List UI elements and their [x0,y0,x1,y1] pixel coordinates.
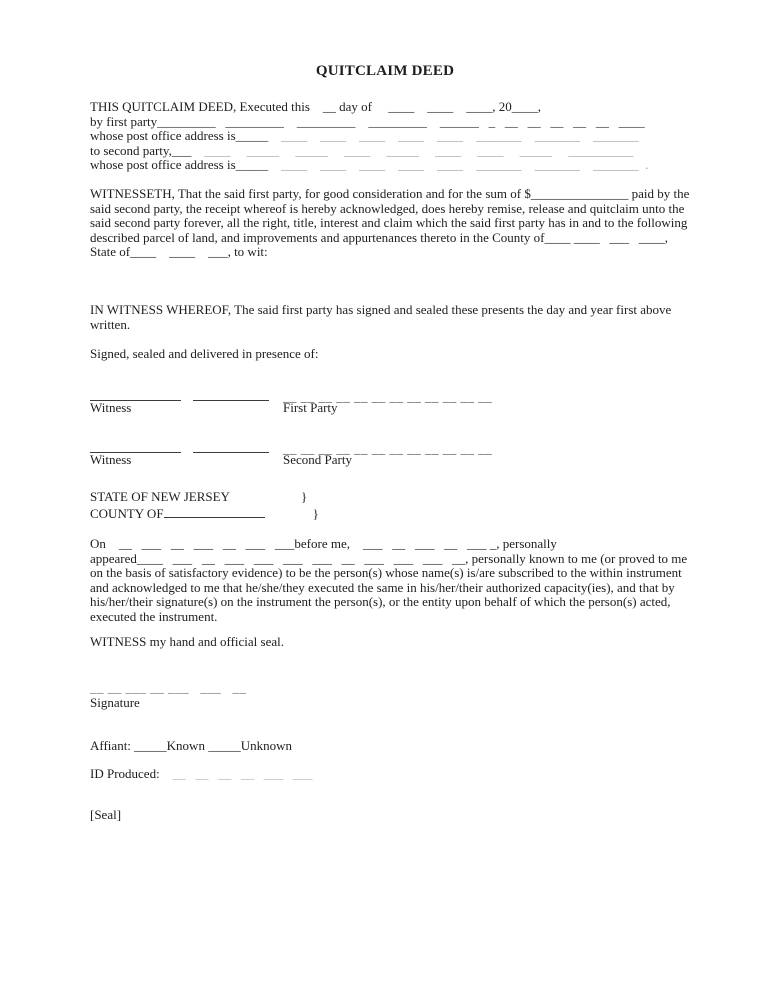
fill-in-blank: __ __ __ __ ___ ___ [159,765,313,781]
fill-in-blank: ____ ____ ____ ____ ____ _______ _______ _______ . [268,157,649,173]
witnesseth-line: said second party forever, all the right, title, interest and claim which the said first party has in and to the following [90,215,688,231]
second-party-signature-labels [90,453,680,468]
intro-line [90,100,680,115]
witness-signature-line [90,439,181,453]
witness-signature-line [193,387,269,401]
id-produced-label: ID Produced: [90,765,160,781]
intro-text: whose post office address is [90,128,236,144]
witnesseth-line: described parcel of land, and improvements and appurtenances thereto in the County of____ ____ ___ ____, [90,229,668,245]
fill-in-blank: _____ [235,128,269,144]
intro-text: by first party [90,113,158,129]
fill-in-blank: ___ [171,142,192,158]
second-party-signature-lines [90,439,680,456]
fill-in-blank: _________ _________ _________ _________ ______ _ __ __ __ __ __ ____ [157,113,645,129]
first-party-label: First Party [283,399,338,415]
second-party-signature-line: __ __ __ __ __ __ __ __ __ __ __ __ [283,440,493,456]
county-line [90,504,680,522]
intro-text: THIS QUITCLAIM DEED, Executed this __ day of ____ ____ ____, 20____, [90,99,541,114]
state-line [90,490,680,505]
witnesseth-line: State of____ ____ ___, to wit: [90,244,268,260]
intro-text: to second party, [90,142,172,158]
id-produced-line [90,767,680,782]
witness-signature-line [90,387,181,401]
intro-text: whose post office address is [90,157,236,173]
notary-line: appeared____ ___ __ ___ ___ ___ ___ __ ___ ___ ___ __, personally known to me (or proved to me [90,550,688,566]
in-witness-line: IN WITNESS WHEREOF, The said first party has signed and sealed these presents the day and year first above [90,301,672,317]
first-party-signature-labels [90,401,680,416]
witnesseth-line: WITNESSETH, That the said first party, for good consideration and for the sum of $_______________ paid by the [90,185,690,201]
notary-line: On __ ___ __ ___ __ ___ ___before me, ___ __ ___ __ ___ _, personally [90,535,557,551]
in-witness-line: written. [90,316,131,332]
document-title: QUITCLAIM DEED [315,63,455,79]
first-party-signature-line: __ __ __ __ __ __ __ __ __ __ __ __ [283,388,493,404]
witnesseth-paragraph [90,185,690,260]
state-label: STATE OF NEW JERSEY [90,488,230,504]
county-label: COUNTY OF [90,506,164,522]
second-party-label: Second Party [283,451,352,467]
notary-line: on the basis of satisfactory evidence) to be the person(s) whose name(s) is/are subscribed to the within instrument [90,565,682,581]
witness-label: Witness [90,399,132,415]
in-witness-paragraph [90,303,680,332]
county-fill-in-line [164,504,265,518]
fill-in-blank: ____ ____ ____ ____ ____ _______ _______ _______ [268,128,639,144]
witness-seal-line: WITNESS my hand and official seal. [90,634,284,650]
notary-paragraph [90,535,688,625]
seal-placeholder: [Seal] [90,807,122,823]
brace: } [312,506,319,522]
first-party-signature-lines [90,387,680,404]
intro-line [90,115,680,130]
notary-signature-label: Signature [90,694,140,710]
brace: } [301,488,308,504]
witness-signature-line [193,439,269,453]
notary-line: his/her/their signature(s) on the instrument the person(s), or the entity upon behalf of which the person(s) acted, [90,594,671,610]
document-content [90,63,690,823]
fill-in-blank: _____ [235,157,269,173]
notary-line: executed the instrument. [90,608,218,624]
presence-line: Signed, sealed and delivered in presence of: [90,346,319,362]
intro-line [90,144,680,159]
witness-label: Witness [90,451,132,467]
intro-paragraph [90,100,680,173]
notary-signature-blank: __ __ ___ __ ___ ___ __ [90,680,247,696]
witnesseth-line: said second party, the receipt whereof is hereby acknowledged, does hereby remise, release and quitclaim unto the [90,200,685,216]
intro-line [90,158,680,173]
notary-line: and acknowledged to me that he/she/they executed the same in his/her/their authorized capacity(ies), and that by [90,579,675,595]
fill-in-blank: ____ _____ _____ ____ _____ ____ ____ _____ __________ [191,142,634,158]
intro-line [90,129,680,144]
affiant-line: Affiant: _____Known _____Unknown [90,738,292,754]
